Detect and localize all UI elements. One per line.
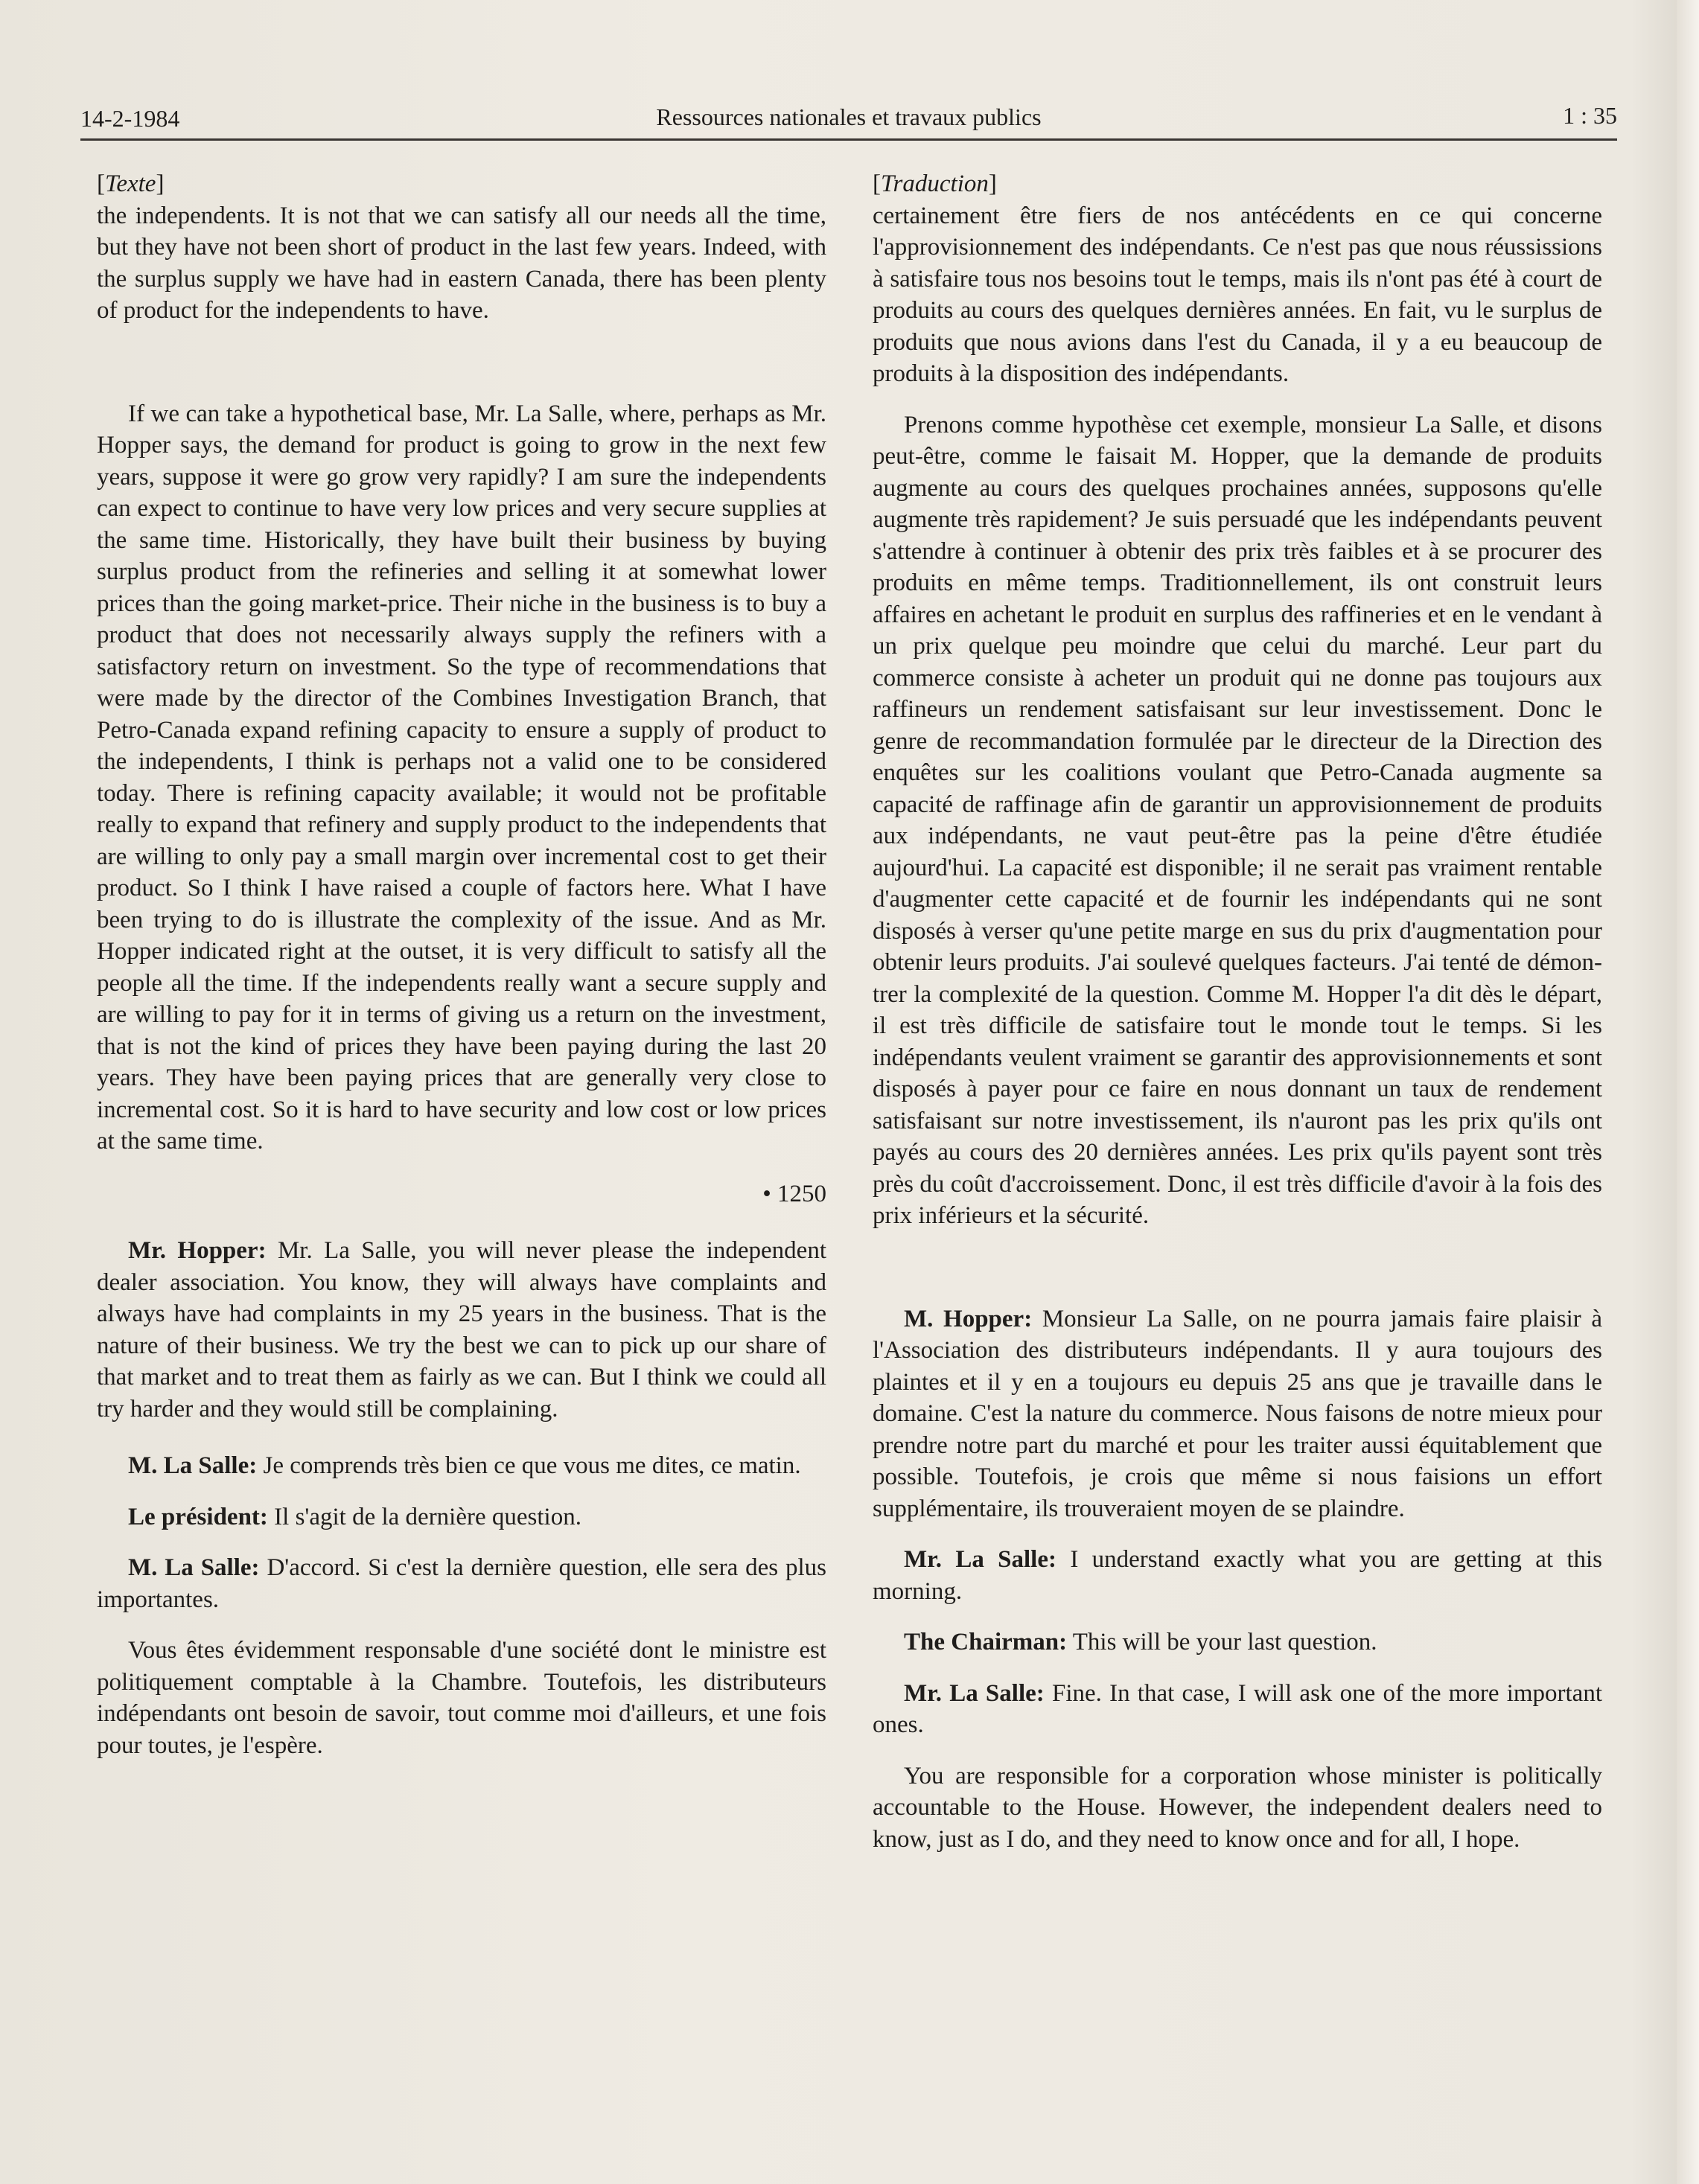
speaker-name: Mr. Hopper: — [128, 1237, 267, 1264]
speaker-paragraph: Mr. La Salle: I understand exactly what you are getting at this morning. — [873, 1546, 1603, 1605]
speaker-name: The Chairman: — [904, 1629, 1068, 1655]
column-tag: [Texte] — [97, 170, 165, 197]
speaker-paragraph: M. La Salle: D'accord. Si c'est la dernière question, elle sera des plus importantes. — [97, 1554, 827, 1613]
speaker-name: M. Hopper: — [904, 1305, 1033, 1332]
header-date: 14-2-1984 — [80, 105, 180, 132]
time-marker: • 1250 — [762, 1180, 826, 1207]
header-page-number: 1 : 35 — [1563, 102, 1617, 129]
speaker-name: Mr. La Salle: — [904, 1546, 1056, 1573]
left-column — [97, 168, 826, 1761]
header-title: Ressources nationales et travaux publics — [656, 103, 1042, 130]
paragraph: the independents. It is not that we can satisfy all our needs all the time, but they have not been short of product in the last few years. Indeed, with the surplus supply we have had in eastern Canada, there has been plenty of product for the independents to have. — [97, 202, 826, 324]
speaker-name: M. La Salle: — [128, 1452, 258, 1479]
speaker-name: Mr. La Salle: — [904, 1679, 1045, 1707]
speaker-paragraph: Mr. La Salle: Fine. In that case, I will ask one of the more important ones. — [873, 1679, 1602, 1738]
right-column — [873, 168, 1602, 1855]
speaker-paragraph: M. Hopper: Monsieur La Salle, on ne pourra jamais faire plaisir à l'Association des distributeurs indépendants. Il y aura toujours des plaintes et il y en a toujours eu depuis 25 ans que je travaille dans le domaine. C'est la nature du commerce. Nous faisons de notre mieux pour prendre notre part du marché et pour les traiter aussi équitablement que possible. Toutefois, je crois que même si nous faisions un effort supplémentaire, ils trouveraient moyen de se plaindre. — [873, 1305, 1603, 1522]
speaker-paragraph: Mr. Hopper: Mr. La Salle, you will never please the independent dealer association. You know, they will always have complaints and always have had complaints in my 25 years in the business. That is the nature of their business. We try the best we can to pick up our share of that market and to treat them as fairly as we can. But I think we could all try harder and they would still be complaining. — [97, 1237, 826, 1423]
speaker-name: Le président: — [128, 1503, 268, 1530]
paragraph: certainement être fiers de nos antécédents en ce qui concerne l'approvisionnement des indépendants. Ce n'est pas que nous réussissions à satisfaire tous nos besoins tout le temps, mais ils n'ont pas été à court de produits au cours des quelques dernières années. En fait, vu le surplus de produits que nous avions dans l'est du Canada, il y a eu beaucoup de produits à la disposition des indépendants. — [873, 202, 1602, 387]
speaker-paragraph: Le président: Il s'agit de la dernière question. — [128, 1503, 581, 1530]
paragraph: Prenons comme hypothèse cet exemple, monsieur La Salle, et disons peut-être, comme le faisait M. Hopper, que la demande de produits augmente au cours des quelques prochaines années, supposons qu'elle augmente très rapidement? Je suis persuadé que les indépendants peuvent s'attendre à continuer à obtenir des prix très faibles et à se procurer des produits en même temps. Traditionnellement, ils ont construit leurs affaires en achetant le produit en surplus des raffineries et en le vendant à un prix quelque peu moindre que celui du marché. Leur part du commerce consiste à acheter un produit qui ne donne pas toujours aux raffineurs un rendement satisfaisant sur leur investissement. Donc le genre de recommandation formulée par le directeur de la Direction des enquêtes sur les coalitions voulant que Petro-Canada augmente sa capacité de raffinage afin de garantir un approvisionnement de produits aux indépendants, ne vaut peut-être pas la peine d'être étudiée aujourd'hui. La capacité est disponible; il ne serait pas vraiment rentable d'augmenter cette capacité et de fournir les indépendants qui ne sont disposés à verser qu'une petite marge en sus du prix d'augmentation pour obtenir leurs produits. J'ai soulevé quelques facteurs. J'ai tenté de démontrer la complexité de la question. Comme M. Hopper l'a dit dès le départ, il est très difficile de satisfaire tout le monde tout le temps. Si les indépendants veulent vraiment se garantir des approvisionnements et sont disposés à payer pour ce faire en nous donnant un taux de rendement satisfaisant sur notre investissement, ils n'auront pas les prix qu'ils ont payés au cours des 20 dernières années. Les prix qu'ils payent sont très près du coût d'accroissement. Donc, il est très difficile d'avoir à la fois des prix inférieurs et la sécurité. — [873, 411, 1602, 1229]
paragraph: If we can take a hypothetical base, Mr. La Salle, where, perhaps as Mr. Hopper says, the demand for product is going to grow in the next few years, suppose it were go grow very rapidly? I am sure the independents can expect to continue to have very low prices and very secure supplies at the same time. Historically, they have built their business by buying surplus product from the refineries and selling it at somewhat lower prices than the going market-price. Their niche in the business is to buy a product that does not necessarily always supply the refiners with a satisfactory return on investment. So the type of recommendations that were made by the director of the Combines Investigation Branch, that Petro-Canada expand refining capacity to ensure a supply of product to the independents, I think is perhaps not a valid one to be considered today. There is refining capacity available; it would not be profitable really to expand that refinery and supply product to the independents that are willing to only pay a small margin over incremental cost to get their product. So I think I have raised a couple of factors here. What I have been trying to do is illustrate the complexity of the issue. And as Mr. Hopper indicated right at the outset, it is very difficult to satisfy all the people all the time. If the independents really want a secure supply and are willing to pay for it in terms of giving us a return on the investment, that is not the kind of prices they have been paying during the last 20 years. They have been paying prices that are generally very close to incremental cost. So it is hard to have security and low cost or low prices at the same time. — [97, 400, 826, 1155]
speaker-paragraph: M. La Salle: Je comprends très bien ce que vous me dites, ce matin. — [128, 1452, 801, 1479]
paragraph: Vous êtes évidemment responsable d'une société dont le ministre est politiquement comptable à la Chambre. Toutefois, les distributeurs indépendants ont besoin de savoir, tout comme moi d'ailleurs, et une fois pour toutes, je l'espère. — [97, 1637, 826, 1759]
speaker-name: M. La Salle: — [128, 1554, 260, 1581]
page-header — [80, 95, 1617, 141]
speaker-paragraph: The Chairman: This will be your last question. — [904, 1629, 1377, 1655]
page-edge-shadow — [1677, 0, 1699, 2184]
paragraph: You are responsible for a corporation whose minister is politically accountable to the House. However, the independent dealers need to know, just as I do, and they need to know once and for all, I hope. — [873, 1762, 1602, 1853]
column-tag: [Traduction] — [873, 170, 997, 197]
